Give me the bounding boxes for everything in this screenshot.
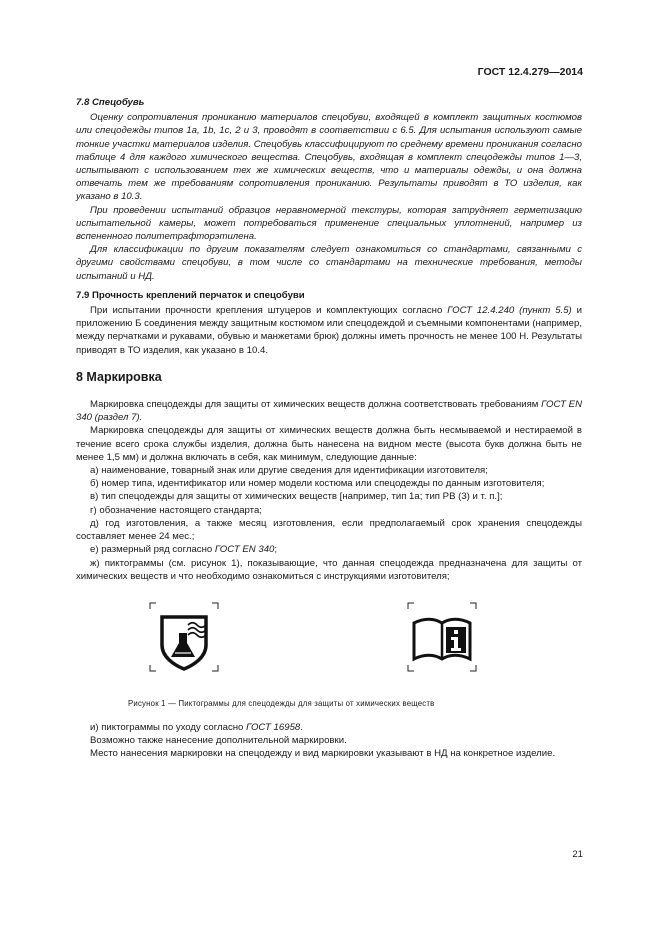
section-7-8-paragraph-1: Оценку сопротивления прониканию материалов спецобуви, входящей в комплект защитных костюмов или спецодежды типов 1а, 1b, 1с, 2 и 3, проводят в соответствии с 6.5. Для испытания используют самые тонкие участки материалов изделия. Спецобувь классифицируют по среднему времени проникания согласно таблице 4 для каждого химического вещества. Спецобувь, входящая в комплект спецодежды типов 1—3, испытывают с использованием тех же химических веществ, что и материалы одежды, и она должна отвечать тем же требованиям сопротивления прониканию. Результаты приводят в ТО изделия, как указано в 10.3.: [76, 112, 582, 203]
list-item-d: д) год изготовления, а также месяц изготовления, если предполагаемый срок хранения спецодежды составляет менее 24 мес.;: [76, 517, 582, 543]
read-instructions-pictogram: [406, 601, 478, 673]
standard-reference: ГОСТ EN 340 (раздел 7).: [76, 399, 583, 424]
standard-reference: ГОСТ EN 340: [214, 544, 275, 556]
chemical-protection-pictogram: [148, 601, 220, 673]
section-8-paragraph-4: Место нанесения маркировки на спецодежду и вид маркировки указывают в НД на конкретное изделие.: [90, 748, 556, 760]
section-7-9-title: 7.9 Прочность креплений перчаток и спецобуви: [76, 289, 305, 301]
info-book-icon: [406, 601, 478, 673]
section-7-8-title: 7.8 Спецобувь: [76, 97, 145, 108]
standard-reference: ГОСТ 16958: [246, 721, 301, 733]
section-8-paragraph-2: Маркировка спецодежды для защиты от химических веществ должна быть несмываемой и нестираемой в течение всего срока службы изделия, должна быть нанесена на видном месте (высота букв должна быть не менее 1,5 мм) и должна включать в себя, как минимум, следующие данные:: [76, 425, 582, 463]
standard-reference: ГОСТ 12.4.240 (пункт 5.5): [447, 305, 572, 317]
chemical-protection-icon: [148, 601, 220, 673]
page-body: [76, 96, 582, 761]
section-7-8-paragraph-2: При проведении испытаний образцов неравномерной текстуры, которая затрудняет герметизацию испытательной камеры, может потребоваться применение специальных уплотнений, например из вспененного политетрафторэтилена.: [76, 204, 582, 243]
section-7-8-paragraph-3: Для классификации по другим показателям следует ознакомиться со стандартами, связанными с другими свойствами спецобуви, в том числе со стандартами на технические требования, методы испытаний и НД.: [76, 244, 582, 282]
list-item-a: а) наименование, товарный знак или другие сведения для идентификации изготовителя;: [90, 465, 488, 477]
section-8-paragraph-1: Маркировка спецодежды для защиты от химических веществ должна соответствовать требованиям ГОСТ EN 340 (раздел 7).: [76, 399, 583, 424]
list-item-zh: ж) пиктограммы (см. рисунок 1), показывающие, что данная спецодежда предназначена для защиты от химических веществ и что необходимо ознакомиться с инструкциями изготовителя;: [76, 557, 582, 582]
list-item-b: б) номер типа, идентификатор или номер модели костюма или спецодежды по данным изготовителя;: [90, 478, 545, 490]
section-7-9-paragraph: При испытании прочности крепления штуцеров и комплектующих согласно ГОСТ 12.4.240 (пункт 5.5) и приложению Б соединения между защитным костюмом или спецодеждой и съемными компонентами (например, между перчатками и рукавами, обувью и манжетами брюк) должны иметь прочность не менее 100 Н. Результаты приводят в ТО изделия, как указано в 10.4.: [76, 305, 582, 356]
document-code: ГОСТ 12.4.279—2014: [477, 66, 583, 78]
list-item-e: е) размерный ряд согласно ГОСТ EN 340;: [90, 544, 278, 556]
list-item-v: в) тип спецодежды для защиты от химических веществ [например, тип 1а; тип PB (3) и т. п.];: [90, 491, 503, 503]
figure-1: [76, 601, 582, 721]
figure-caption: Рисунок 1 — Пиктограммы для спецодежды для защиты от химических веществ: [128, 698, 435, 708]
page-number: 21: [572, 849, 583, 860]
list-item-g: г) обозначение настоящего стандарта;: [90, 504, 262, 516]
section-8-title: 8 Маркировка: [76, 369, 162, 384]
section-8-paragraph-3: Возможно также нанесение дополнительной маркировки.: [90, 735, 347, 747]
list-item-i: и) пиктограммы по уходу согласно ГОСТ 16958.: [90, 721, 303, 733]
